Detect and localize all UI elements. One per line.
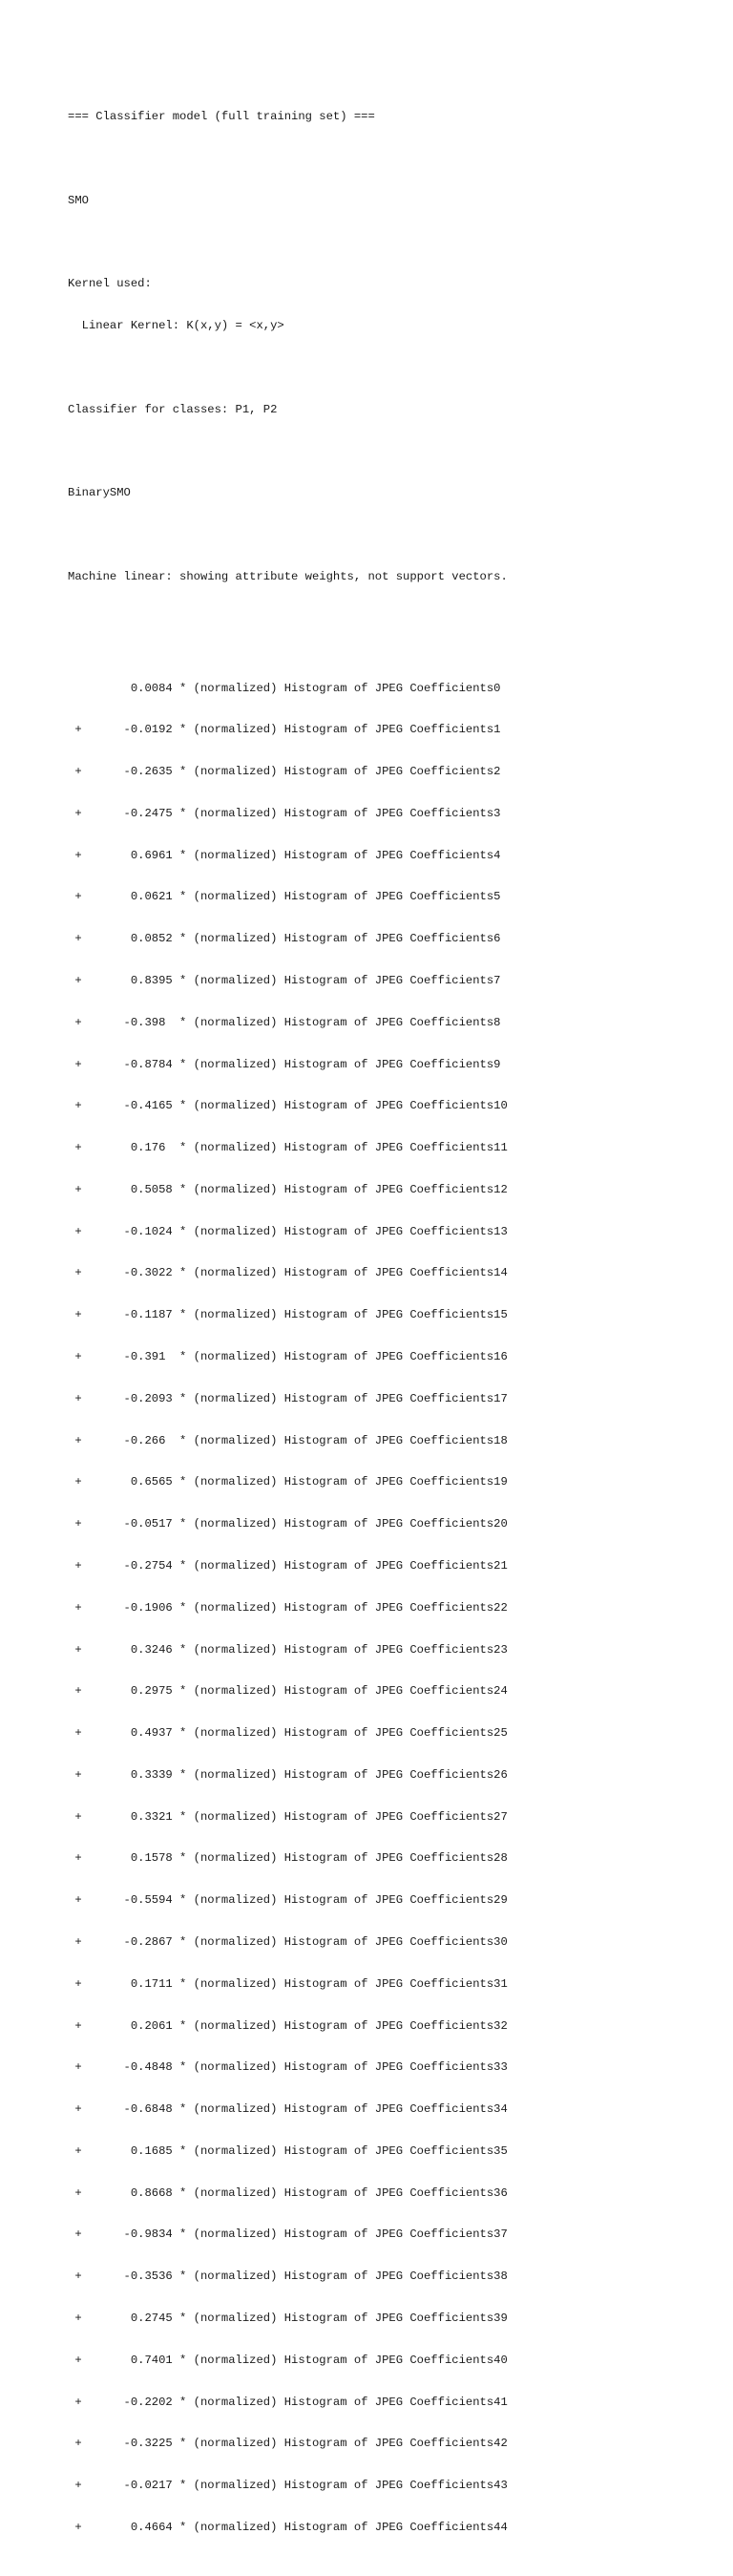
weight-line: + -0.2475 * (normalized) Histogram of JPEG Coefficients3 xyxy=(68,806,501,820)
weight-line: + -0.2202 * (normalized) Histogram of JPEG Coefficients41 xyxy=(68,2395,508,2409)
weight-line: + -0.3536 * (normalized) Histogram of JPEG Coefficients38 xyxy=(68,2270,508,2284)
blank-line xyxy=(68,612,508,626)
weight-line: + -0.3225 * (normalized) Histogram of JPEG Coefficients42 xyxy=(68,2437,508,2451)
weight-line: + 0.6961 * (normalized) Histogram of JPEG Coefficients4 xyxy=(68,848,501,862)
weight-line: + 0.2745 * (normalized) Histogram of JPEG Coefficients39 xyxy=(68,2312,508,2325)
weight-line: + 0.8395 * (normalized) Histogram of JPEG Coefficients7 xyxy=(68,974,501,987)
weight-line: + -0.8784 * (normalized) Histogram of JPEG Coefficients9 xyxy=(68,1057,501,1071)
weight-line: + 0.3246 * (normalized) Histogram of JPEG Coefficients23 xyxy=(68,1642,508,1657)
kernel-value: Linear Kernel: K(x,y) = <x,y> xyxy=(68,319,284,333)
weight-line: + 0.1711 * (normalized) Histogram of JPEG Coefficients31 xyxy=(68,1976,508,1991)
weight-line: + -0.1187 * (normalized) Histogram of JPEG Coefficients15 xyxy=(68,1308,508,1322)
weight-line: + -0.2635 * (normalized) Histogram of JPEG Coefficients2 xyxy=(68,765,501,779)
weight-line: + 0.5058 * (normalized) Histogram of JPEG Coefficients12 xyxy=(68,1182,508,1196)
blank-line xyxy=(68,236,508,250)
weight-line: + -0.4848 * (normalized) Histogram of JPEG Coefficients33 xyxy=(68,2060,508,2075)
blank-line xyxy=(68,444,508,458)
weight-line: + 0.3321 * (normalized) Histogram of JPEG Coefficients27 xyxy=(68,1809,508,1824)
weight-line: + -0.2093 * (normalized) Histogram of JPEG Coefficients17 xyxy=(68,1391,508,1405)
weight-line: + -0.0192 * (normalized) Histogram of JPEG Coefficients1 xyxy=(68,723,501,737)
blank-line xyxy=(68,361,508,375)
output-header: === Classifier model (full training set) === xyxy=(68,110,375,124)
weight-line: + -0.6848 * (normalized) Histogram of JPEG Coefficients34 xyxy=(68,2102,508,2117)
weight-line: + 0.7401 * (normalized) Histogram of JPEG Coefficients40 xyxy=(68,2353,508,2367)
weight-line: + -0.2754 * (normalized) Histogram of JPEG Coefficients21 xyxy=(68,1558,508,1573)
weight-line: + -0.0517 * (normalized) Histogram of JPEG Coefficients20 xyxy=(68,1517,508,1531)
weight-line: + 0.4937 * (normalized) Histogram of JPEG Coefficients25 xyxy=(68,1726,508,1741)
weight-line: + -0.0217 * (normalized) Histogram of JPEG Coefficients43 xyxy=(68,2479,508,2493)
weight-line: + -0.391 * (normalized) Histogram of JPEG Coefficients16 xyxy=(68,1350,508,1364)
classes-line: Classifier for classes: P1, P2 xyxy=(68,402,278,416)
weight-line: + -0.398 * (normalized) Histogram of JPEG Coefficients8 xyxy=(68,1015,501,1029)
classifier-output xyxy=(68,82,508,2576)
blank-line xyxy=(68,528,508,542)
weight-line: + 0.3339 * (normalized) Histogram of JPEG Coefficients26 xyxy=(68,1767,508,1782)
weight-line: + 0.1578 * (normalized) Histogram of JPEG Coefficients28 xyxy=(68,1851,508,1866)
weight-line: + -0.3022 * (normalized) Histogram of JPEG Coefficients14 xyxy=(68,1266,508,1280)
weight-line: + -0.1906 * (normalized) Histogram of JPEG Coefficients22 xyxy=(68,1600,508,1615)
kernel-label: Kernel used: xyxy=(68,277,152,291)
weight-line: + 0.0852 * (normalized) Histogram of JPEG Coefficients6 xyxy=(68,932,501,946)
weight-line: + 0.176 * (normalized) Histogram of JPEG Coefficients11 xyxy=(68,1141,508,1155)
weight-line: + 0.2061 * (normalized) Histogram of JPEG Coefficients32 xyxy=(68,2018,508,2033)
weight-line: + -0.2867 * (normalized) Histogram of JPEG Coefficients30 xyxy=(68,1934,508,1949)
weight-line: + -0.9834 * (normalized) Histogram of JPEG Coefficients37 xyxy=(68,2228,508,2242)
weight-line: + -0.5594 * (normalized) Histogram of JPEG Coefficients29 xyxy=(68,1893,508,1908)
model-name: SMO xyxy=(68,193,89,207)
weight-line: + 0.1685 * (normalized) Histogram of JPEG Coefficients35 xyxy=(68,2143,508,2158)
weight-line: + 0.6565 * (normalized) Histogram of JPEG Coefficients19 xyxy=(68,1475,508,1489)
weight-line: + -0.4165 * (normalized) Histogram of JPEG Coefficients10 xyxy=(68,1099,508,1113)
attribute-weights-list xyxy=(68,653,508,2562)
weight-line: + -0.1024 * (normalized) Histogram of JPEG Coefficients13 xyxy=(68,1224,508,1238)
binary-smo-label: BinarySMO xyxy=(68,486,131,500)
weight-line: + 0.2975 * (normalized) Histogram of JPEG Coefficients24 xyxy=(68,1684,508,1699)
weight-line: + -0.266 * (normalized) Histogram of JPEG Coefficients18 xyxy=(68,1433,508,1447)
weight-line: + 0.8668 * (normalized) Histogram of JPEG Coefficients36 xyxy=(68,2185,508,2200)
weight-line: 0.0084 * (normalized) Histogram of JPEG Coefficients0 xyxy=(68,681,501,695)
machine-linear-line: Machine linear: showing attribute weights, not support vectors. xyxy=(68,569,508,583)
weight-line: + 0.4664 * (normalized) Histogram of JPEG Coefficients44 xyxy=(68,2520,508,2534)
blank-line xyxy=(68,152,508,166)
weight-line: + 0.0621 * (normalized) Histogram of JPEG Coefficients5 xyxy=(68,890,501,904)
